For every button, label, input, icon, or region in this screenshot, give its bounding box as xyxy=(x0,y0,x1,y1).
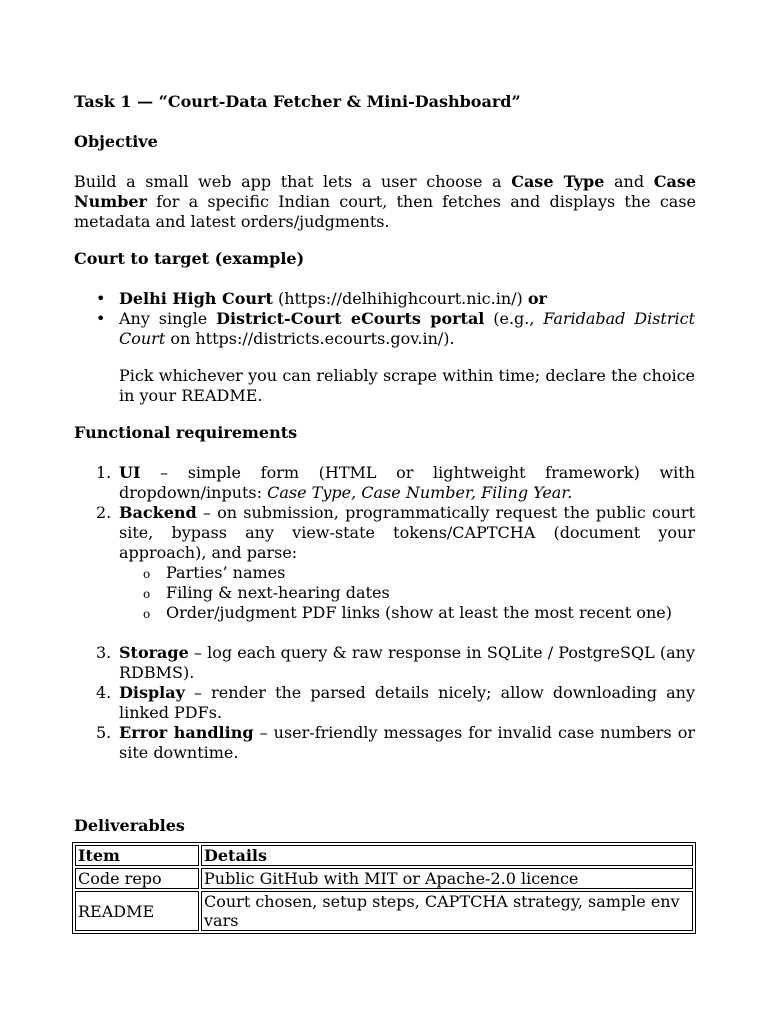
bullet-icon: • xyxy=(96,289,106,308)
requirement-ui: UI – simple form (HTML or lightweight framework) with dropdown/inputs: Case Type, Case Number, Filing Year. xyxy=(119,463,695,502)
court-choice-note: Pick whichever you can reliably scrape within time; declare the choice in your README. xyxy=(119,366,695,405)
requirement-error-handling: Error handling – user-friendly messages for invalid case numbers or site downtime. xyxy=(119,723,695,762)
sub-item-parties: Parties’ names xyxy=(166,563,286,582)
table-cell: Public GitHub with MIT or Apache-2.0 licence xyxy=(201,868,693,889)
table-cell: Code repo xyxy=(75,868,199,889)
objective-paragraph: Build a small web app that lets a user choose a Case Type and Case Number for a specific Indian court, then fetches and displays the case metadata and latest orders/judgments. xyxy=(74,172,697,231)
table-cell: Court chosen, setup steps, CAPTCHA strategy, sample env vars xyxy=(201,891,693,931)
sub-bullet-icon: o xyxy=(143,607,151,621)
sub-item-pdf-links: Order/judgment PDF links (show at least the most recent one) xyxy=(166,603,672,622)
requirement-display: Display – render the parsed details nicely; allow downloading any linked PDFs. xyxy=(119,683,695,722)
functional-heading: Functional requirements xyxy=(74,423,298,442)
table-row xyxy=(75,868,693,889)
list-number: 4. xyxy=(96,683,112,702)
list-number: 1. xyxy=(96,463,112,482)
court-heading: Court to target (example) xyxy=(74,249,305,268)
objective-heading: Objective xyxy=(74,132,158,151)
sub-bullet-icon: o xyxy=(143,567,151,581)
table-header-cell: Item xyxy=(75,845,199,866)
table-header-row xyxy=(75,845,693,866)
sub-bullet-icon: o xyxy=(143,587,151,601)
list-number: 2. xyxy=(96,503,112,522)
sub-item-dates: Filing & next-hearing dates xyxy=(166,583,390,602)
deliverables-heading: Deliverables xyxy=(74,816,185,835)
court-option-delhi: Delhi High Court (https://delhihighcourt.nic.in/) or xyxy=(119,289,547,308)
document-title: Task 1 — “Court-Data Fetcher & Mini-Dashboard” xyxy=(74,92,521,111)
table-row xyxy=(75,891,693,931)
bullet-icon: • xyxy=(96,309,106,328)
deliverables-table xyxy=(72,842,696,934)
list-number: 3. xyxy=(96,643,112,662)
table-cell: README xyxy=(75,891,199,931)
table-header-cell: Details xyxy=(201,845,693,866)
court-option-district: Any single District-Court eCourts portal (e.g., Faridabad District Court on https://districts.ecourts.gov.in/). xyxy=(119,309,696,348)
requirement-backend: Backend – on submission, programmatically request the public court site, bypass any view-state tokens/CAPTCHA (document your approach), and parse: xyxy=(119,503,695,562)
requirement-storage: Storage – log each query & raw response in SQLite / PostgreSQL (any RDBMS). xyxy=(119,643,695,682)
list-number: 5. xyxy=(96,723,112,742)
